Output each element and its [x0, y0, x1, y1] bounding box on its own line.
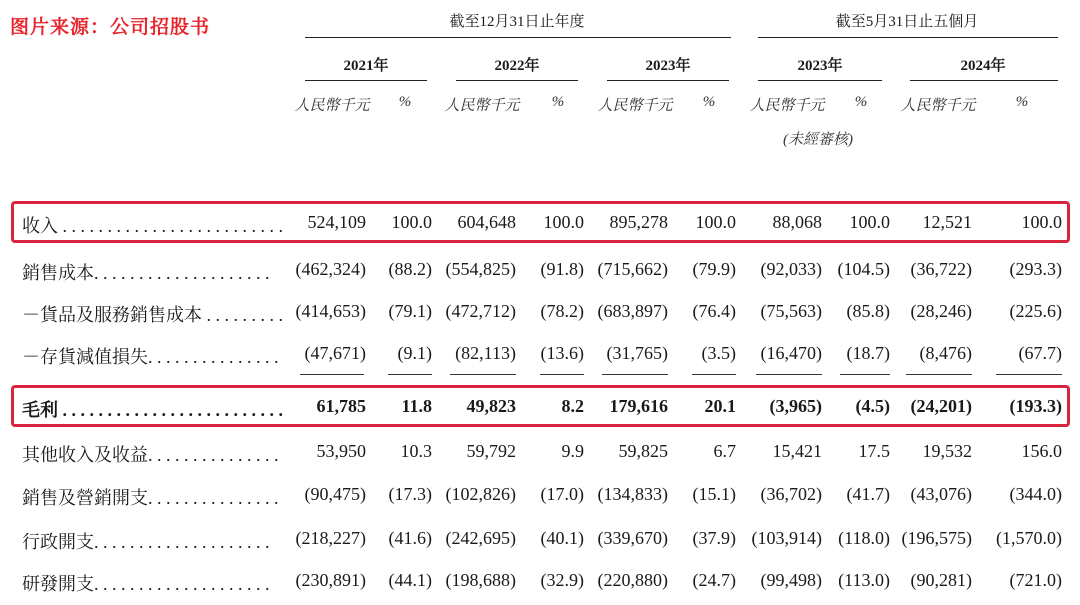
row-label: －貨品及服務銷售成本 . . . . . . . . .: [22, 305, 283, 325]
unaudited-note: (未經審核): [783, 132, 853, 148]
table-cell: (198,688): [445, 570, 516, 590]
subtotal-rule: [300, 374, 364, 375]
year-2023: 2023年: [645, 58, 691, 74]
table-cell: (90,281): [910, 570, 972, 590]
table-cell: (41.6): [388, 528, 432, 548]
table-cell: 524,109: [307, 212, 366, 232]
year-2024-five-months: 2024年: [960, 58, 1006, 74]
table-cell: (344.0): [1009, 484, 1062, 504]
table-cell: (118.0): [838, 528, 890, 548]
unit-header: 人民幣千元: [749, 98, 825, 114]
table-cell: 49,823: [466, 396, 516, 416]
table-cell: (3.5): [701, 343, 736, 363]
table-cell: 53,950: [316, 441, 366, 461]
table-cell: (43,076): [910, 484, 972, 504]
table-cell: (37.9): [692, 528, 736, 548]
table-cell: (472,712): [445, 301, 516, 321]
year-rule: [305, 80, 427, 81]
subtotal-rule: [996, 374, 1062, 375]
table-cell: 20.1: [704, 396, 736, 416]
table-cell: (134,833): [597, 484, 668, 504]
year-2021: 2021年: [343, 58, 389, 74]
table-cell: 604,648: [457, 212, 516, 232]
table-cell: (79.1): [388, 301, 432, 321]
table-cell: 8.2: [561, 396, 584, 416]
table-cell: (4.5): [855, 396, 890, 416]
table-cell: (113.0): [838, 570, 890, 590]
table-cell: (32.9): [540, 570, 584, 590]
subtotal-rule: [388, 374, 432, 375]
table-cell: (1,570.0): [996, 528, 1062, 548]
table-cell: (79.9): [692, 259, 736, 279]
table-cell: (36,702): [760, 484, 822, 504]
header-group-year: 截至12月31日止年度: [449, 14, 585, 30]
subtotal-rule: [906, 374, 972, 375]
table-cell: (76.4): [692, 301, 736, 321]
table-cell: 100.0: [1021, 212, 1062, 232]
table-cell: 179,616: [609, 396, 668, 416]
table-cell: 11.8: [401, 396, 432, 416]
table-cell: (242,695): [445, 528, 516, 548]
table-cell: 156.0: [1021, 441, 1062, 461]
table-cell: (90,475): [304, 484, 366, 504]
table-cell: (104.5): [837, 259, 890, 279]
unit-header: 人民幣千元: [597, 98, 673, 114]
table-cell: 61,785: [316, 396, 366, 416]
table-cell: (339,670): [597, 528, 668, 548]
subtotal-rule: [602, 374, 668, 375]
table-cell: 10.3: [400, 441, 432, 461]
table-cell: (47,671): [304, 343, 366, 363]
source-label: 图片来源：公司招股书: [10, 16, 211, 38]
table-cell: (16,470): [760, 343, 822, 363]
table-cell: (44.1): [388, 570, 432, 590]
table-cell: (85.8): [846, 301, 890, 321]
unit-header: 人民幣千元: [444, 98, 520, 114]
table-cell: (24,201): [910, 396, 972, 416]
year-2023-five-months: 2023年: [797, 58, 843, 74]
table-cell: (99,498): [760, 570, 822, 590]
table-cell: 9.9: [561, 441, 584, 461]
row-label: 其他收入及收益. . . . . . . . . . . . . . .: [22, 445, 279, 465]
table-cell: 12,521: [922, 212, 972, 232]
row-label: 行政開支. . . . . . . . . . . . . . . . . . . .: [22, 532, 270, 552]
table-cell: (78.2): [540, 301, 584, 321]
row-label: 銷售成本. . . . . . . . . . . . . . . . . . . .: [22, 263, 270, 283]
table-cell: 88,068: [772, 212, 822, 232]
table-cell: (218,227): [295, 528, 366, 548]
pct-header: %: [1015, 94, 1029, 110]
unit-header: 人民幣千元: [294, 98, 370, 114]
table-cell: (196,575): [901, 528, 972, 548]
table-cell: (414,653): [295, 301, 366, 321]
table-cell: (82,113): [455, 343, 516, 363]
table-cell: 59,825: [618, 441, 668, 461]
subtotal-rule: [540, 374, 584, 375]
pct-header: %: [398, 94, 412, 110]
year-rule: [758, 80, 882, 81]
year-rule: [910, 80, 1058, 81]
subtotal-rule: [840, 374, 890, 375]
table-cell: 895,278: [609, 212, 668, 232]
table-cell: (193.3): [1009, 396, 1062, 416]
subtotal-rule: [450, 374, 516, 375]
table-cell: (9.1): [397, 343, 432, 363]
row-label: 毛利 . . . . . . . . . . . . . . . . . . . . . . . . .: [22, 400, 283, 420]
header-group-five-months: 截至5月31日止五個月: [835, 14, 979, 30]
pct-header: %: [551, 94, 565, 110]
table-cell: 6.7: [713, 441, 736, 461]
table-cell: (17.0): [540, 484, 584, 504]
table-cell: (220,880): [597, 570, 668, 590]
subtotal-rule: [756, 374, 822, 375]
table-cell: (92,033): [760, 259, 822, 279]
table-cell: (40.1): [540, 528, 584, 548]
header-group-year-rule: [305, 37, 731, 38]
table-cell: (8,476): [919, 343, 972, 363]
table-cell: (721.0): [1009, 570, 1062, 590]
table-cell: (13.6): [540, 343, 584, 363]
row-label: 銷售及營銷開支. . . . . . . . . . . . . . .: [22, 488, 279, 508]
table-cell: (31,765): [606, 343, 668, 363]
table-cell: (88.2): [388, 259, 432, 279]
row-label: －存貨減值損失. . . . . . . . . . . . . . .: [22, 347, 279, 367]
table-cell: (102,826): [445, 484, 516, 504]
table-cell: 19,532: [922, 441, 972, 461]
table-cell: (75,563): [760, 301, 822, 321]
unit-header: 人民幣千元: [900, 98, 976, 114]
row-label: 研發開支. . . . . . . . . . . . . . . . . . . .: [22, 574, 270, 594]
table-cell: (41.7): [846, 484, 890, 504]
table-cell: (225.6): [1009, 301, 1062, 321]
table-cell: (24.7): [692, 570, 736, 590]
table-cell: (67.7): [1018, 343, 1062, 363]
table-cell: 100.0: [695, 212, 736, 232]
table-cell: (230,891): [295, 570, 366, 590]
header-group-five-months-rule: [758, 37, 1058, 38]
year-rule: [456, 80, 578, 81]
table-cell: (683,897): [597, 301, 668, 321]
pct-header: %: [702, 94, 716, 110]
table-cell: (103,914): [751, 528, 822, 548]
table-cell: (15.1): [692, 484, 736, 504]
table-cell: (3,965): [769, 396, 822, 416]
table-cell: 17.5: [858, 441, 890, 461]
table-cell: (28,246): [910, 301, 972, 321]
year-rule: [607, 80, 729, 81]
table-cell: (715,662): [597, 259, 668, 279]
table-cell: 100.0: [849, 212, 890, 232]
table-cell: (462,324): [295, 259, 366, 279]
pct-header: %: [854, 94, 868, 110]
table-cell: 15,421: [772, 441, 822, 461]
table-cell: 59,792: [466, 441, 516, 461]
subtotal-rule: [692, 374, 736, 375]
row-label: 收入 . . . . . . . . . . . . . . . . . . . . . . . . .: [22, 216, 283, 236]
year-2022: 2022年: [494, 58, 540, 74]
table-cell: (17.3): [388, 484, 432, 504]
table-cell: 100.0: [543, 212, 584, 232]
table-cell: (554,825): [445, 259, 516, 279]
table-cell: (36,722): [910, 259, 972, 279]
table-cell: (91.8): [540, 259, 584, 279]
table-cell: 100.0: [391, 212, 432, 232]
table-cell: (293.3): [1009, 259, 1062, 279]
table-cell: (18.7): [846, 343, 890, 363]
